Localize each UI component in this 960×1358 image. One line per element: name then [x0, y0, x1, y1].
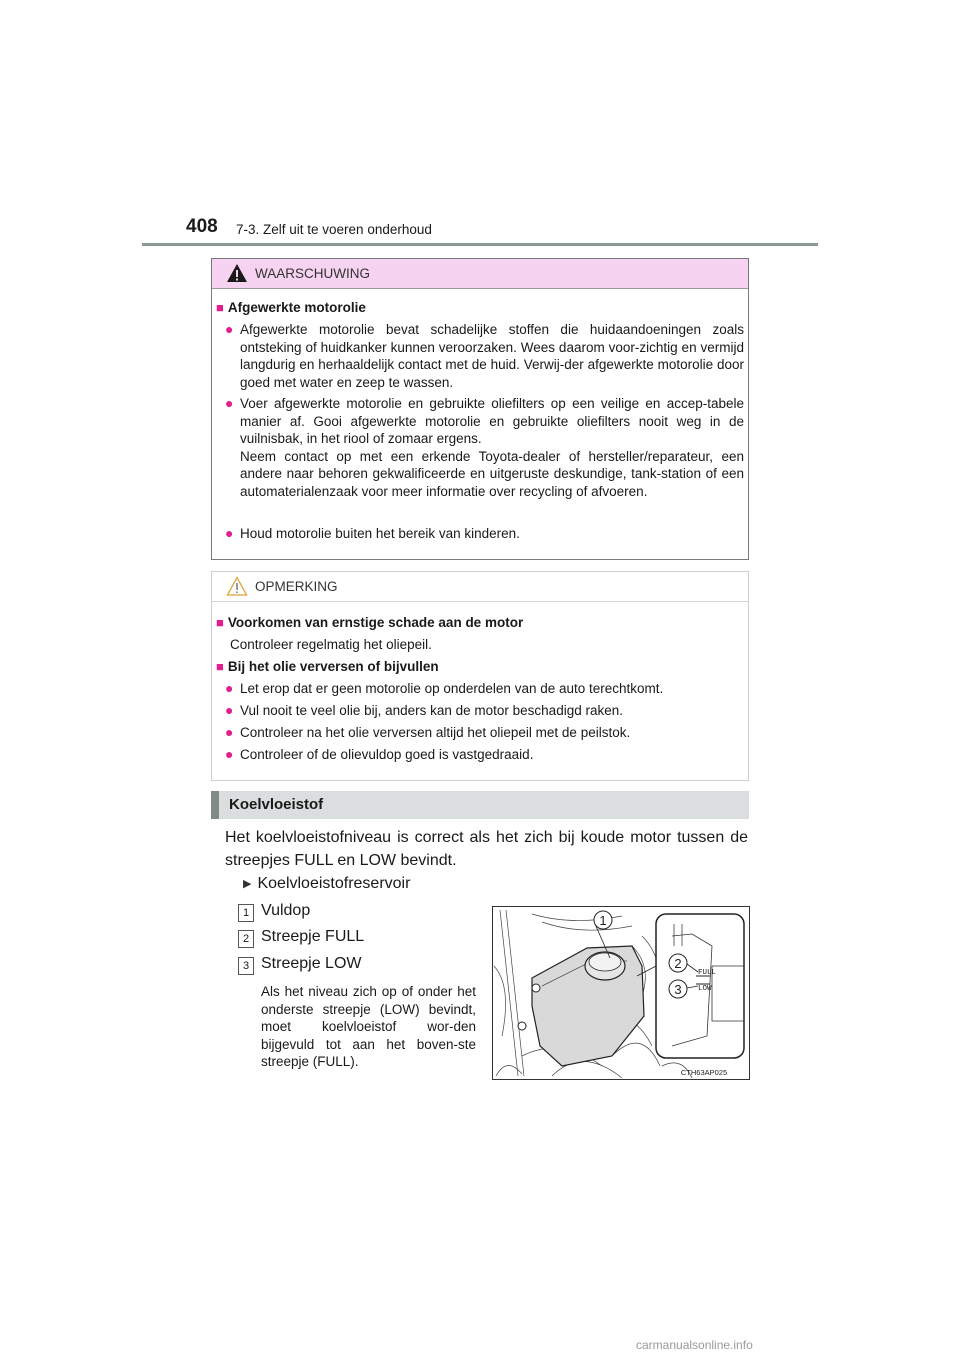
item-label: Streepje FULL	[261, 928, 365, 945]
note-header	[212, 572, 748, 602]
caution-triangle-icon	[226, 576, 248, 596]
note-bullet: ● Let erop dat er geen motorolie op onderdelen van de auto terechtkomt.	[225, 680, 664, 696]
coolant-reservoir-figure	[492, 906, 750, 1080]
note-bullet: ● Controleer na het olie verversen altijd het oliepeil met de peilstok.	[225, 724, 631, 740]
coolant-paragraph: Als het niveau zich op of onder het onderste streepje (LOW) bevindt, moet koelvloeistof wor-den bijgevuld tot aan het boven-ste streepje (FULL).	[261, 984, 476, 1069]
coolant-title: Koelvloeistof	[229, 796, 324, 813]
warning-header	[212, 259, 748, 289]
low-mark-label: LOW	[698, 985, 712, 993]
note-section1-text: Controleer regelmatig het oliepeil.	[230, 637, 432, 652]
warning-box	[211, 258, 749, 560]
warning-bullet: ● Afgewerkte motorolie bevat schadelijke stoffen die huidaandoeningen zoals ontsteking of huidkanker kunnen veroorzaken. Wees daarom voor-zichtig en vermijd langdurig en herhaaldelijk contact met de huid. Verwij-der afgewerkte motorolie door goed met water en zeep te wassen.	[225, 321, 744, 390]
note-box	[211, 571, 749, 781]
warning-section-title: ■ Afgewerkte motorolie	[216, 300, 366, 315]
item-number-badge: 3	[238, 957, 254, 975]
watermark: carmanualsonline.info	[636, 1338, 753, 1352]
coolant-subheading: ▶ Koelvloeistofreservoir	[243, 875, 411, 892]
note-bullet: ● Controleer of de olievuldop goed is vastgedraaid.	[225, 746, 534, 762]
item-number-badge: 2	[238, 930, 254, 948]
note-bullet: ● Vul nooit te veel olie bij, anders kan de motor beschadigd raken.	[225, 702, 623, 718]
page-number: 408	[186, 216, 218, 237]
callout-1	[594, 911, 612, 929]
note-label: OPMERKING	[255, 579, 338, 594]
figure-code: CTH63AP025	[680, 1068, 728, 1077]
section-accent	[211, 791, 219, 819]
svg-text:1: 1	[599, 913, 607, 928]
section-title: 7-3. Zelf uit te voeren onderhoud	[236, 222, 432, 237]
item-number-badge: 1	[238, 904, 254, 922]
warning-bullet: ● Voer afgewerkte motorolie en gebruikte oliefilters op een veilige en accep-tabele manier af. Gooi afgewerkte motorolie en gebruikte oliefilters nooit weg in de vuilnisbak, in het riool of zomaar ergens. Neem contact op met een erkende Toyota-dealer of hersteller/reparateur, een andere naar behoren gekwalificeerde en uitgeruste deskundige, tank-station of een automaterialenzaak voor meer informatie over recycling of afvoeren.	[225, 395, 744, 499]
item-label: Vuldop	[261, 902, 311, 919]
note-section1-title: ■ Voorkomen van ernstige schade aan de motor	[216, 615, 524, 630]
header-rule	[142, 243, 818, 246]
warning-label: WAARSCHUWING	[255, 266, 370, 281]
arrow-right-icon: ▶	[243, 878, 252, 890]
item-label: Streepje LOW	[261, 955, 362, 972]
warning-bullet: ● Houd motorolie buiten het bereik van kinderen.	[225, 525, 520, 541]
note-section2-title: ■ Bij het olie verversen of bijvullen	[216, 659, 439, 674]
coolant-section-bar	[211, 791, 749, 819]
svg-text:3: 3	[674, 982, 682, 997]
warning-triangle-icon	[226, 263, 248, 283]
coolant-text: Het koelvloeistofniveau is correct als het zich bij koude motor tussen de streepjes FULL en LOW bevindt.	[225, 829, 748, 869]
svg-text:2: 2	[674, 956, 682, 971]
full-mark-label: FULL	[698, 969, 717, 977]
